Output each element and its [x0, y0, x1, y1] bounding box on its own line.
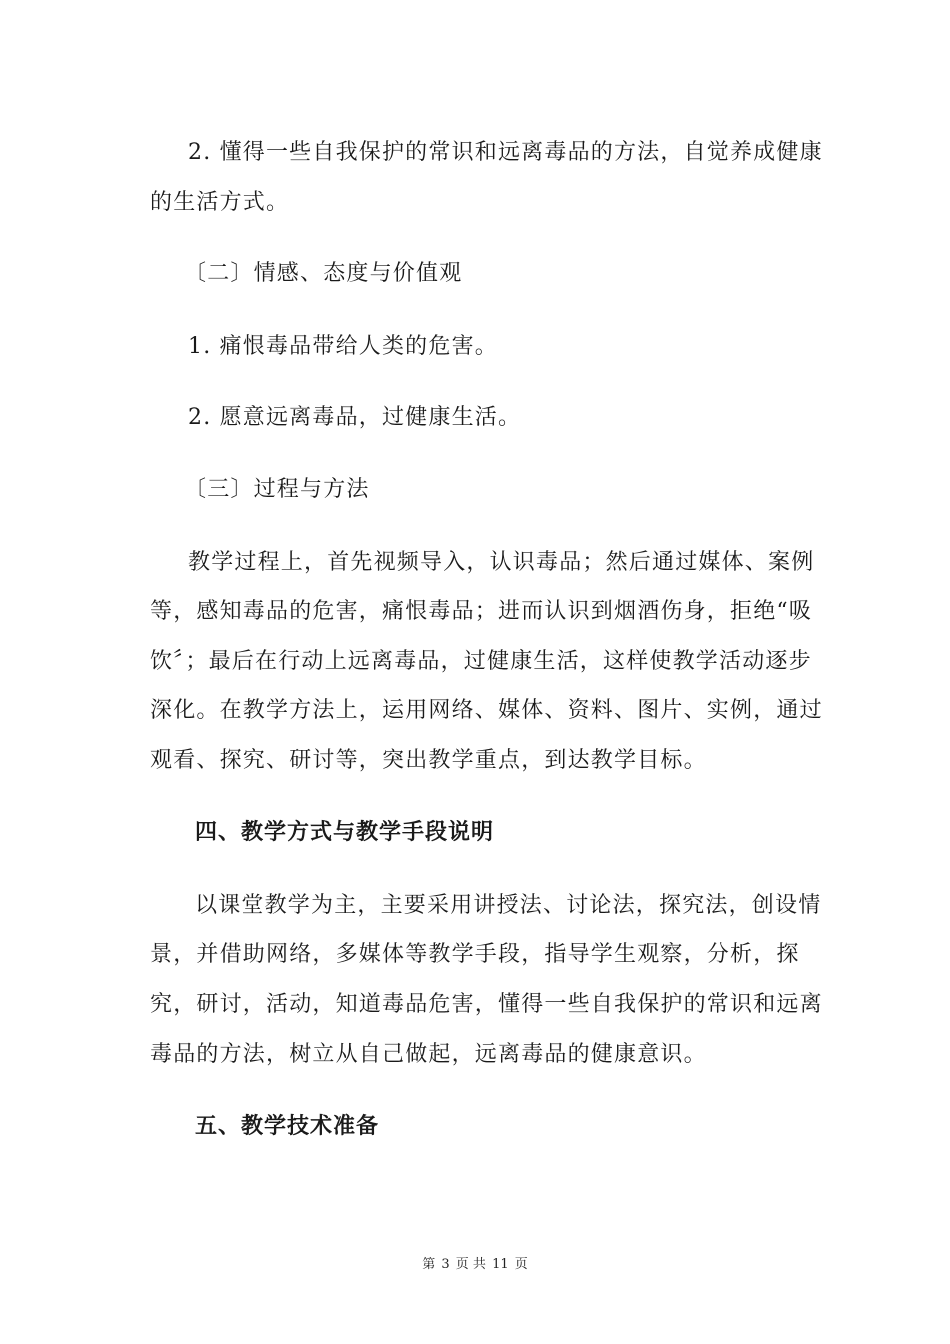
section-emotion-title: 〔二〕情感、态度与价值观 [184, 261, 463, 286]
heading-four: 四、教学方式与教学手段说明 [195, 820, 495, 845]
heading-five: 五、教学技术准备 [195, 1114, 380, 1139]
footer-current-page: 3 [441, 1257, 450, 1272]
page-footer [0, 1257, 950, 1273]
process-paragraph-line: 深化。在教学方法上，运用网络、媒体、资料、图片、实例，通过 [150, 698, 823, 723]
methods-paragraph-line: 毒品的方法，树立从自己做起，远离毒品的健康意识。 [150, 1042, 707, 1067]
footer-middle: 页 共 [455, 1257, 486, 1272]
section-process-title: 〔三〕过程与方法 [184, 477, 370, 502]
knowledge-item-2-line-2: 的生活方式。 [150, 190, 290, 215]
footer-total-pages: 11 [492, 1257, 509, 1272]
process-paragraph-line: 观看、探究、研讨等，突出教学重点，到达教学目标。 [150, 748, 707, 773]
process-paragraph-line: 饮〞；最后在行动上远离毒品，过健康生活，这样使教学活动逐步 [150, 649, 812, 674]
emotion-item-1: 1. 痛恨毒品带给人类的危害。 [188, 334, 498, 359]
methods-paragraph-line: 景，并借助网络，多媒体等教学手段，指导学生观察，分析，探 [150, 942, 800, 967]
footer-prefix: 第 [422, 1257, 436, 1272]
methods-paragraph-line: 究，研讨，活动，知道毒品危害，懂得一些自我保护的常识和远离 [150, 992, 823, 1017]
process-paragraph-line: 教学过程上，首先视频导入，认识毒品；然后通过媒体、案例 [188, 550, 815, 575]
footer-suffix: 页 [514, 1257, 528, 1272]
methods-paragraph-line: 以课堂教学为主，主要采用讲授法、讨论法，探究法，创设情 [195, 893, 822, 918]
emotion-item-2: 2. 愿意远离毒品，过健康生活。 [188, 405, 522, 430]
process-paragraph-line: 等，感知毒品的危害，痛恨毒品；进而认识到烟酒伤身，拒绝“吸 [150, 599, 813, 624]
knowledge-item-2-line-1: 2. 懂得一些自我保护的常识和远离毒品的方法，自觉养成健康 [188, 140, 823, 165]
